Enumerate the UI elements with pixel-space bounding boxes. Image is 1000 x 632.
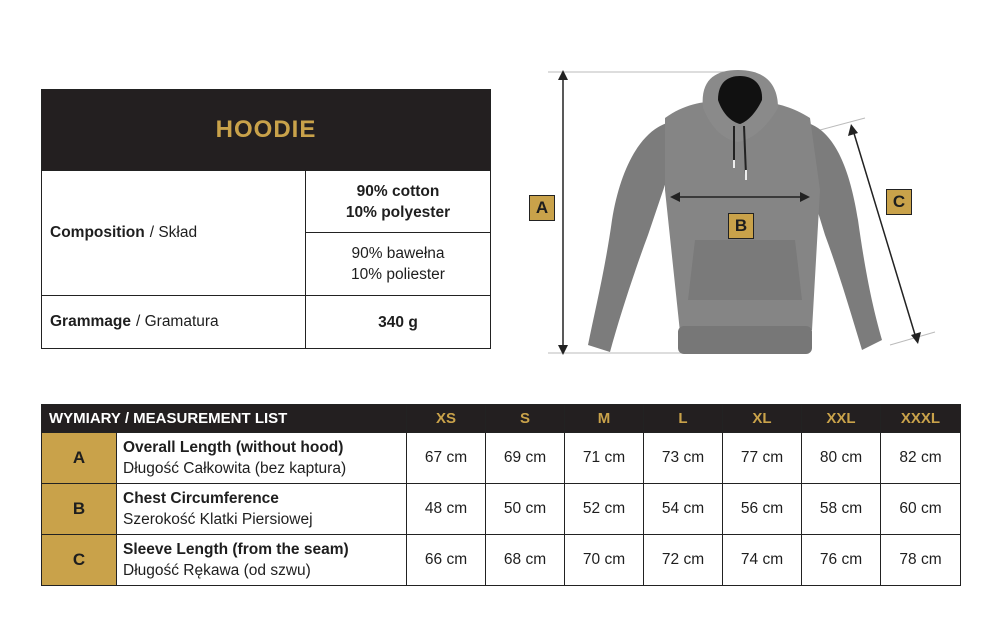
row-description-en: Overall Length (without hood) xyxy=(123,439,344,456)
composition-en-line2: 10% polyester xyxy=(345,203,451,221)
composition-label-pl: / Skład xyxy=(149,224,198,241)
size-header: S xyxy=(486,405,565,433)
measurement-cell: 76 cm xyxy=(802,535,881,586)
grammage-row xyxy=(42,295,490,348)
table-row xyxy=(42,484,961,535)
grammage-label-pl: / Gramatura xyxy=(135,313,219,330)
row-description-pl: Długość Całkowita (bez kaptura) xyxy=(123,460,347,477)
composition-pl-line1: 90% bawełna xyxy=(351,245,445,262)
measurement-cell: 48 cm xyxy=(407,484,486,535)
composition-value-en xyxy=(306,171,490,233)
measurement-cell: 68 cm xyxy=(486,535,565,586)
measurement-cell: 56 cm xyxy=(723,484,802,535)
measurement-cell: 71 cm xyxy=(565,433,644,484)
composition-value-pl xyxy=(306,233,490,295)
row-description-pl: Długość Rękawa (od szwu) xyxy=(123,562,311,579)
table-row xyxy=(42,535,961,586)
composition-label-en: Composition xyxy=(50,224,145,241)
row-description xyxy=(117,433,407,484)
size-header: L xyxy=(644,405,723,433)
badge-c: C xyxy=(886,189,912,215)
composition-pl-line2: 10% poliester xyxy=(351,266,445,283)
measurement-header-row xyxy=(42,405,961,433)
measurement-cell: 52 cm xyxy=(565,484,644,535)
row-description xyxy=(117,535,407,586)
product-title: HOODIE xyxy=(42,90,490,170)
size-header: M xyxy=(565,405,644,433)
badge-b: B xyxy=(728,213,754,239)
measurement-cell: 50 cm xyxy=(486,484,565,535)
badge-a: A xyxy=(529,195,555,221)
composition-row xyxy=(42,170,490,295)
row-description xyxy=(117,484,407,535)
row-description-pl: Szerokość Klatki Piersiowej xyxy=(123,511,313,528)
measurement-cell: 67 cm xyxy=(407,433,486,484)
row-description-en: Sleeve Length (from the seam) xyxy=(123,541,349,558)
measurement-cell: 58 cm xyxy=(802,484,881,535)
measurement-cell: 78 cm xyxy=(881,535,961,586)
table-row xyxy=(42,433,961,484)
size-header: XXL xyxy=(802,405,881,433)
grammage-value: 340 g xyxy=(378,313,418,331)
spec-table xyxy=(41,89,491,349)
grammage-label xyxy=(42,296,306,348)
hoodie-figure xyxy=(520,60,960,370)
composition-label xyxy=(42,171,306,295)
measurement-cell: 77 cm xyxy=(723,433,802,484)
hoodie-shape xyxy=(588,70,882,354)
row-letter: B xyxy=(42,484,117,535)
measurement-cell: 70 cm xyxy=(565,535,644,586)
measurement-table xyxy=(41,404,961,586)
size-header: XL xyxy=(723,405,802,433)
grammage-label-en: Grammage xyxy=(50,313,131,330)
measurement-header-label: WYMIARY / MEASUREMENT LIST xyxy=(42,405,407,433)
measurement-cell: 69 cm xyxy=(486,433,565,484)
measurement-cell: 72 cm xyxy=(644,535,723,586)
measurement-cell: 66 cm xyxy=(407,535,486,586)
size-header: XXXL xyxy=(881,405,961,433)
composition-en-line1: 90% cotton xyxy=(356,182,440,200)
measurement-cell: 74 cm xyxy=(723,535,802,586)
measurement-cell: 54 cm xyxy=(644,484,723,535)
row-letter: A xyxy=(42,433,117,484)
measurement-cell: 60 cm xyxy=(881,484,961,535)
measurement-cell: 73 cm xyxy=(644,433,723,484)
size-header: XS xyxy=(407,405,486,433)
row-letter: C xyxy=(42,535,117,586)
measurement-cell: 80 cm xyxy=(802,433,881,484)
measurement-cell: 82 cm xyxy=(881,433,961,484)
row-description-en: Chest Circumference xyxy=(123,490,279,507)
